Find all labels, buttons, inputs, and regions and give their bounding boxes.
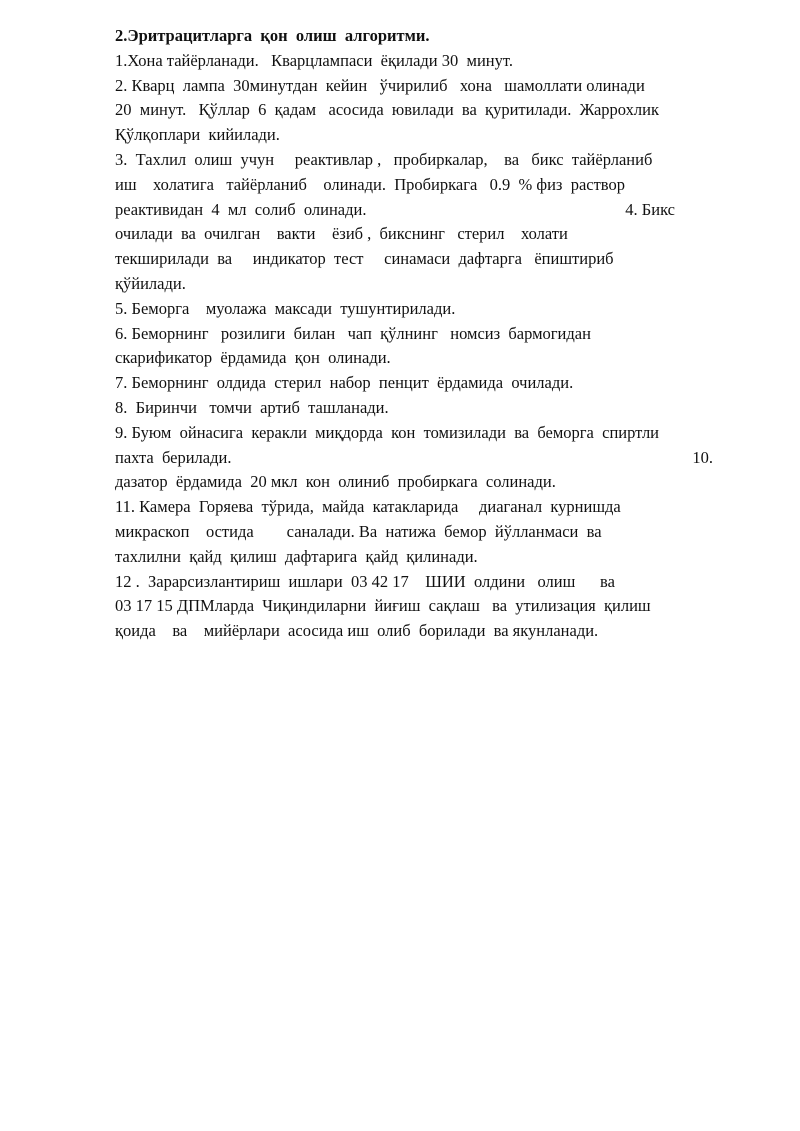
text-line: 7. Беморнинг олдида стерил набор пенцит ёрдамида очилади. [115,373,574,393]
text-line-left: пахта берилади. [115,447,232,467]
text-line: 6. Беморнинг розилиги билан чап қўлнинг номсиз бармогидан [115,323,591,343]
document-title: 2.Эритрацитларга қон олиш алгоритми. [115,26,430,45]
text-line: микраскоп остида саналади. Ва натижа бемор йўлланмаси ва [115,521,602,541]
text-line: иш холатига тайёрланиб олинади. Пробиркага 0.9 % физ раствор [115,174,625,194]
text-line: 1.Хона тайёрланади. Кварцлампаси ёқилади 30 минут. [115,50,513,70]
text-line: скарификатор ёрдамида қон олинади. [115,348,391,368]
text-line: 9. Буюм ойнасига керакли миқдорда кон томизилади ва беморга спиртли [115,422,660,442]
text-line: Қўлқоплари кийилади. [115,125,280,145]
text-line-split [115,198,675,223]
text-line: 5. Беморга муолажа максади тушунтирилади. [115,298,456,318]
document-body [115,24,745,644]
text-line: 20 минут. Қўллар 6 қадам асосида ювилади ва қуритилади. Жаррохлик [115,100,659,120]
text-line: 12 . Зарарсизлантириш ишлари 03 42 17 ШИИ олдини олиш ва [115,571,615,591]
text-line: 2. Кварц лампа 30минутдан кейин ўчирилиб хона шамоллати олинади [115,75,645,95]
text-line-split [115,446,713,471]
text-line: 11. Камера Горяева тўрида, майда катакларида диаганал курнишда [115,497,621,517]
text-line: 8. Биринчи томчи артиб ташланади. [115,397,389,417]
text-line: 3. Тахлил олиш учун реактивлар , пробиркалар, ва бикс тайёрланиб [115,149,653,169]
text-line: очилади ва очилган вакти ёзиб , бикснинг стерил холати [115,224,568,244]
text-line-left: реактивидан 4 мл солиб олинади. [115,199,367,219]
text-line: дазатор ёрдамида 20 мкл кон олиниб пробиркага солинади. [115,472,556,492]
text-line: 03 17 15 ДПМларда Чиқиндиларни йиғиш сақлаш ва утилизация қилиш [115,596,651,616]
text-line-right: 4. Бикс [625,199,675,219]
text-line: қўйилади. [115,273,186,293]
text-line: текширилади ва индикатор тест синамаси дафтарга ёпиштириб [115,249,614,269]
text-line: тахлилни қайд қилиш дафтарига қайд қилинади. [115,546,478,566]
text-line: қоида ва мийёрлари асосида иш олиб борилади ва якунланади. [115,621,599,641]
text-line-right: 10. [692,447,713,467]
